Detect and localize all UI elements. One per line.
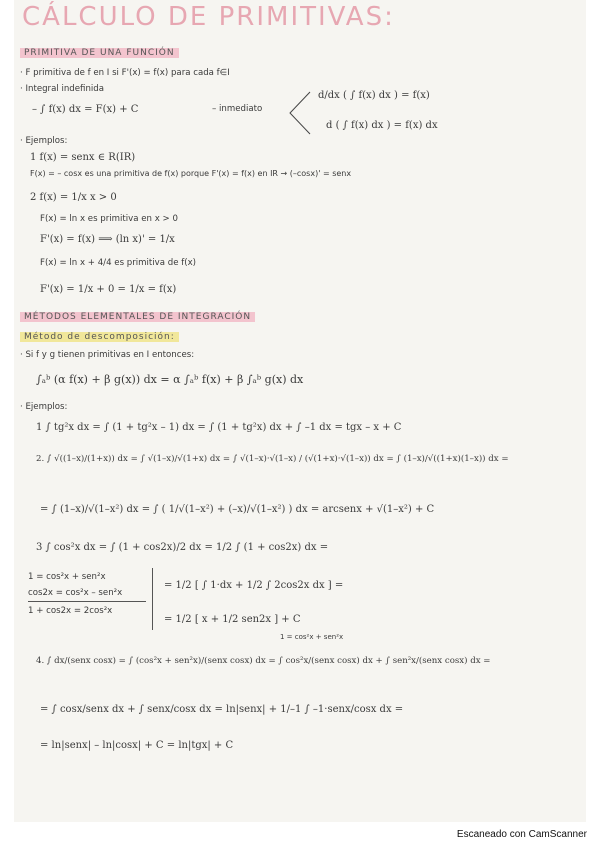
text-line: F(x) = – cosx es una primitiva de f(x) porque F'(x) = f(x) en IR → (–cosx)' = senx <box>30 169 352 178</box>
text-line: 1 = cos²x + sen²x <box>280 633 344 641</box>
text-line: · Ejemplos: <box>20 402 68 412</box>
formula-line: – ∫ f(x) dx = F(x) + C <box>32 104 139 115</box>
text-line: – inmediato <box>212 104 263 114</box>
formula-line: = ∫ (1–x)/√(1–x²) dx = ∫ ( 1/√(1–x²) + (–x)/√(1–x²) ) dx = arcsenx + √(1–x²) + C <box>40 504 435 515</box>
text-line: 1 + cos2x = 2cos²x <box>28 606 113 616</box>
text-line: · F primitiva de f en I si F'(x) = f(x) para cada f∈I <box>20 68 230 78</box>
divider <box>152 568 153 630</box>
text-line: · Ejemplos: <box>20 136 68 146</box>
text-line: 1 = cos²x + sen²x <box>28 572 106 582</box>
page-title: CÁLCULO DE PRIMITIVAS: <box>22 2 395 32</box>
scanner-watermark: Escaneado con CamScanner <box>456 829 587 840</box>
formula-line: F'(x) = 1/x + 0 = 1/x = f(x) <box>40 284 177 295</box>
formula-line: = 1/2 [ x + 1/2 sen2x ] + C <box>164 614 301 625</box>
formula-line: = ∫ cosx/senx dx + ∫ senx/cosx dx = ln|senx| + 1/–1 ∫ –1·senx/cosx dx = <box>40 704 404 715</box>
text-line: · Si f y g tienen primitivas en I entonces: <box>20 350 195 360</box>
formula-line: 1 f(x) = senx ∈ R(IR) <box>30 152 136 163</box>
subsection-heading-descomposicion: Método de descomposición: <box>20 332 179 342</box>
formula-line: d/dx ( ∫ f(x) dx ) = f(x) <box>318 90 430 101</box>
notebook-page <box>14 0 586 822</box>
brace-icon <box>286 90 312 136</box>
formula-line: F'(x) = f(x) ⟹ (ln x)' = 1/x <box>40 234 175 245</box>
section-heading-primitiva: PRIMITIVA DE UNA FUNCIÓN <box>20 48 179 58</box>
formula-line: = 1/2 [ ∫ 1·dx + 1/2 ∫ 2cos2x dx ] = <box>164 580 344 591</box>
formula-line: 1 ∫ tg²x dx = ∫ (1 + tg²x – 1) dx = ∫ (1 + tg²x) dx + ∫ –1 dx = tgx – x + C <box>36 422 402 433</box>
divider <box>28 601 146 602</box>
formula-line: 4. ∫ dx/(senx cosx) = ∫ (cos²x + sen²x)/(senx cosx) dx = ∫ cos²x/(senx cosx) dx + ∫ sen²x/(senx cosx) dx = <box>36 656 491 666</box>
text-line: cos2x = cos²x – sen²x <box>28 588 123 598</box>
section-heading-metodos: MÉTODOS ELEMENTALES DE INTEGRACIÓN <box>20 312 255 322</box>
formula-line: d ( ∫ f(x) dx ) = f(x) dx <box>326 120 438 131</box>
formula-line: 3 ∫ cos²x dx = ∫ (1 + cos2x)/2 dx = 1/2 ∫ (1 + cos2x) dx = <box>36 542 329 553</box>
formula-line: 2 f(x) = 1/x x > 0 <box>30 192 117 203</box>
formula-line: ∫ₐᵇ (α f(x) + β g(x)) dx = α ∫ₐᵇ f(x) + β ∫ₐᵇ g(x) dx <box>36 373 304 386</box>
text-line: F(x) = ln x es primitiva en x > 0 <box>40 214 178 224</box>
text-line: · Integral indefinida <box>20 84 105 94</box>
formula-line: 2. ∫ √((1–x)/(1+x)) dx = ∫ √(1–x)/√(1+x) dx = ∫ √(1–x)·√(1–x) / (√(1+x)·√(1–x)) dx = ∫ (1–x)/√((1+x)(1–x)) dx = <box>36 454 509 464</box>
formula-line: = ln|senx| – ln|cosx| + C = ln|tgx| + C <box>40 740 234 751</box>
text-line: F(x) = ln x + 4/4 es primitiva de f(x) <box>40 258 197 268</box>
